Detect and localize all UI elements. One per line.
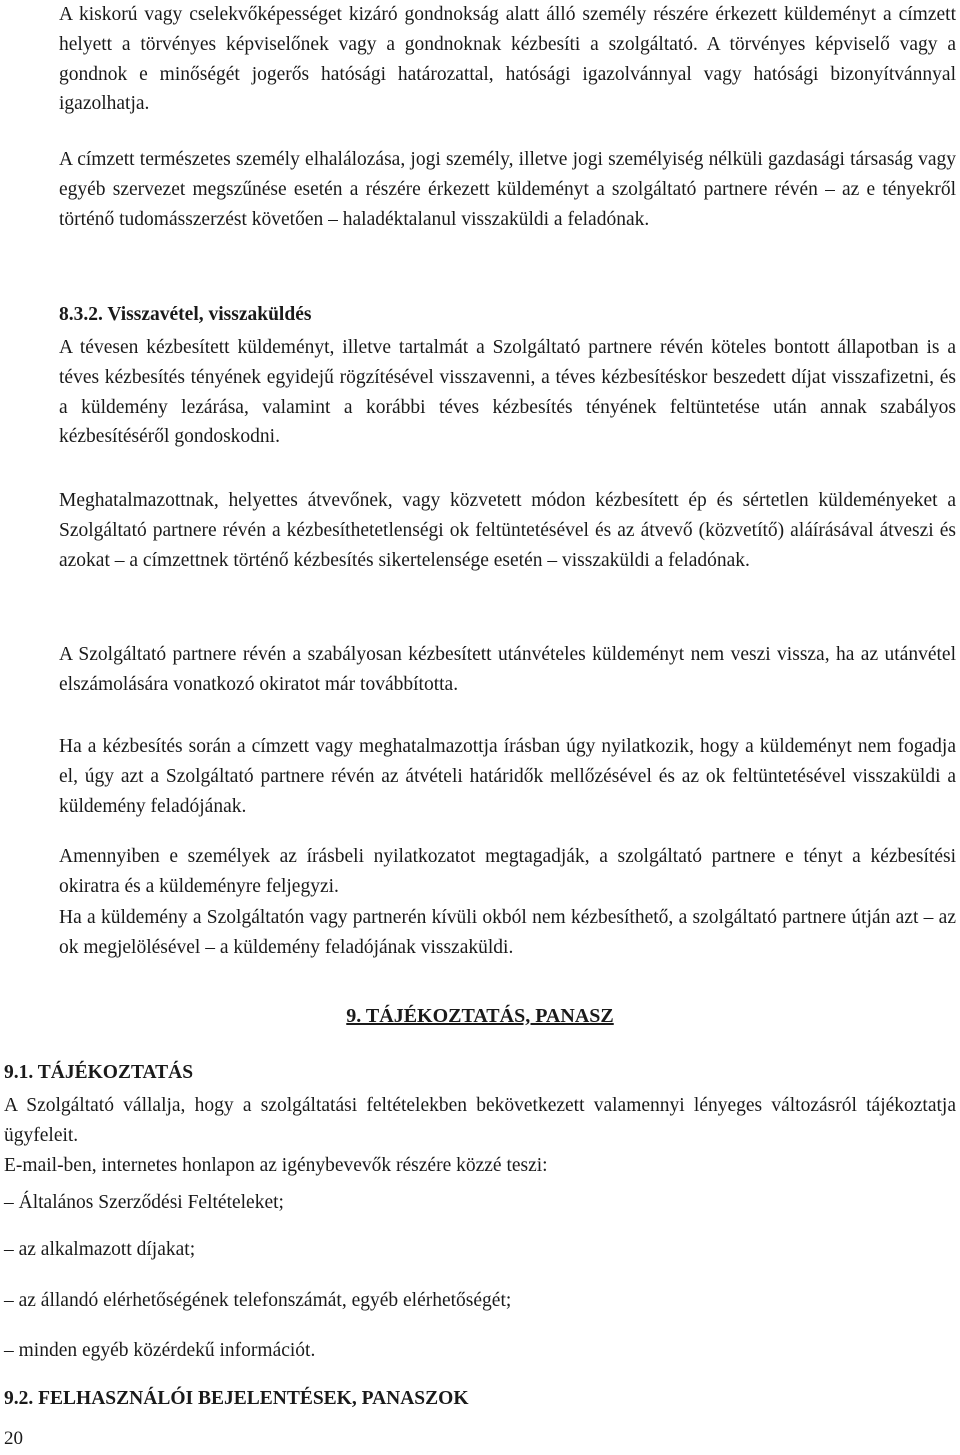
paragraph-authorized-recipient: Meghatalmazottnak, helyettes átvevőnek, vagy közvetett módon kézbesített ép és sértetlen küldeményeket a Szolgáltató partnere révén a kézbesíthetetlenségi ok feltüntetésével és az átvevő (közvetítő) aláírásával átveszi és azokat – a címzettnek történő kézbesítés sikertelensége esetén – visszaküldi a feladónak. (59, 490, 956, 571)
paragraph-wrong-delivery: A tévesen kézbesített küldeményt, illetve tartalmát a Szolgáltató partnere révén köteles bontott állapotban is a téves kézbesítés tényének egyidejű rögzítésével visszavenni, a téves kézbesítéskor beszedett díjat visszafizetni, és a küldemény lezárása, valamint a korábbi téves kézbesítés tényének feltüntetése után annak szabályos kézbesítéséről gondoskodni. (59, 337, 956, 448)
paragraph-refusal: Ha a kézbesítés során a címzett vagy meghatalmazottja írásban úgy nyilatkozik, hogy a küldeményt nem fogadja el, úgy azt a Szolgáltató partnere révén az átvételi határidők mellőzésével és az ok feltüntetésével visszaküldi a küldemény feladójának. (59, 736, 956, 817)
section-title: Visszavétel, visszaküldés (107, 304, 312, 325)
list-item: – az alkalmazott díjakat; (4, 1239, 196, 1260)
paragraph-undeliverable: Ha a küldemény a Szolgáltatón vagy partnerén kívüli okból nem kézbesíthető, a szolgáltató partnere útján azt – az ok megjelölésével – a küldemény feladójának visszaküldi. (59, 907, 956, 958)
section-number: 8.3.2. (59, 304, 103, 325)
chapter-title: 9. TÁJÉKOZTATÁS, PANASZ (346, 1005, 614, 1027)
list-item: – az állandó elérhetőségének telefonszámát, egyéb elérhetőségét; (4, 1290, 512, 1311)
section-heading-8-3-2 (59, 300, 956, 330)
list-item: – minden egyéb közérdekű információt. (4, 1340, 316, 1361)
section-heading-9-1: 9.1. TÁJÉKOZTATÁS (4, 1062, 194, 1083)
section-heading-9-2: 9.2. FELHASZNÁLÓI BEJELENTÉSEK, PANASZOK (4, 1388, 469, 1409)
paragraph-information-commitment: A Szolgáltató vállalja, hogy a szolgáltatási feltételekben bekövetkezett valamennyi lényeges változásról tájékoztatja ügyfeleit. (4, 1095, 956, 1146)
paragraph-refusal-note: Amennyiben e személyek az írásbeli nyilatkozatot megtagadják, a szolgáltató partnere e tényt a kézbesítési okiratra és a küldeményre feljegyzi. (59, 846, 956, 897)
page-number: 20 (4, 1428, 23, 1449)
paragraph-guardian-delivery: A kiskorú vagy cselekvőképességet kizáró gondnokság alatt álló személy részére érkezett küldeményt a címzett helyett a törvényes képviselőnek vagy a gondnoknak kézbesíti a szolgáltató. A törvényes képviselő vagy a gondnok e minőségét jogerős hatósági határozattal, hatósági igazolvánnyal vagy hatósági bizonyítvánnyal igazolhatja. (59, 4, 956, 115)
paragraph-publication: E-mail-ben, internetes honlapon az igénybevevők részére közzé teszi: (4, 1155, 548, 1176)
list-item: – Általános Szerződési Feltételeket; (4, 1192, 284, 1213)
paragraph-deceased-recipient: A címzett természetes személy elhalálozása, jogi személy, illetve jogi személyiség nélküli gazdasági társaság vagy egyéb szervezet megszűnése esetén a részére érkezett küldeményt a szolgáltató partnere révén – az e tényekről történő tudomásszerzést követően – haladéktalanul visszaküldi a feladónak. (59, 149, 956, 230)
paragraph-cash-on-delivery: A Szolgáltató partnere révén a szabályosan kézbesített utánvételes küldeményt nem veszi vissza, ha az utánvétel elszámolására vonatkozó okiratot már továbbította. (59, 644, 956, 695)
